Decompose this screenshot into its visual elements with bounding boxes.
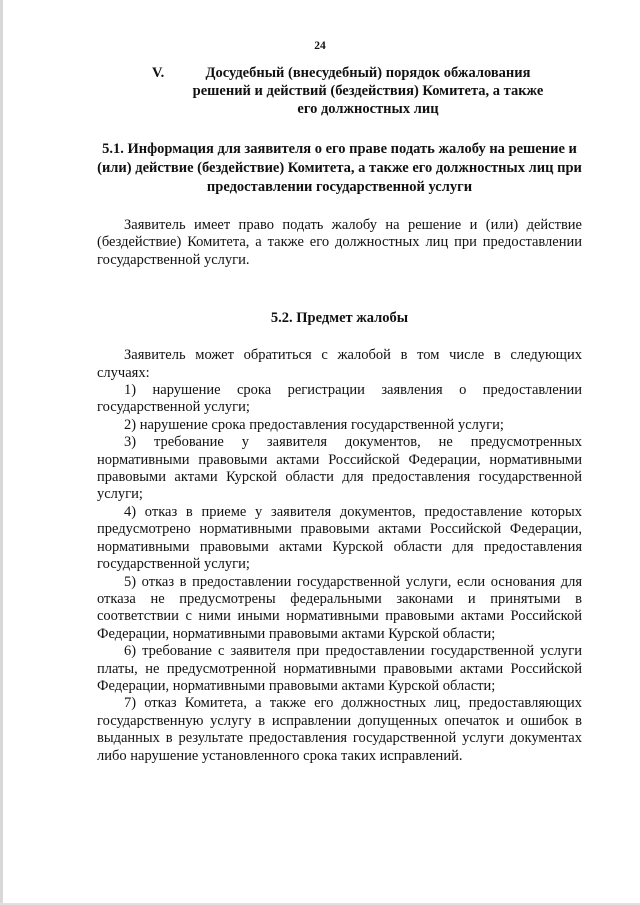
section-heading <box>97 64 582 118</box>
subsection-2-intro: Заявитель может обратиться с жалобой в том числе в следующих случаях: <box>97 347 582 381</box>
list-item-1: 1) нарушение срока регистрации заявления о предоставлении государственной услуги; <box>97 382 582 416</box>
subsection-1-title: 5.1. Информация для заявителя о его праве подать жалобу на решение и (или) действие (бездействие) Комитета, а также его должностных лиц при предоставлении государственной услуги <box>97 141 582 195</box>
list-item-2: 2) нарушение срока предоставления государственной услуги; <box>124 416 504 433</box>
section-title: Досудебный (внесудебный) порядок обжалования решений и действий (бездействия) Комитета, а также его должностных лиц <box>192 65 544 117</box>
subsection-2-title: 5.2. Предмет жалобы <box>270 310 409 327</box>
subsection-1-text: Заявитель имеет право подать жалобу на решение и (или) действие (бездействие) Комитета, а также его должностных лиц при предоставлении государственной услуги. <box>97 217 582 268</box>
list-item-3: 3) требование у заявителя документов, не предусмотренных нормативными правовыми актами Российской Федерации, нормативными правовыми актами Курской области для предоставления государственной услуги; <box>97 434 582 503</box>
scan-edge-left <box>0 0 3 905</box>
list-item-7: 7) отказ Комитета, а также его должностных лиц, предоставляющих государственную услугу в исправлении допущенных опечаток и ошибок в выданных в результате предоставления государственной услуги документах либо нарушение установленного срока таких исправлений. <box>97 695 582 764</box>
list-item-6: 6) требование с заявителя при предоставлении государственной услуги платы, не предусмотренной нормативными правовыми актами Российской Федерации, нормативными правовыми актами Курской области; <box>97 643 582 694</box>
document-body <box>97 64 582 765</box>
list-item-4: 4) отказ в приеме у заявителя документов, предоставление которых предусмотрено нормативными правовыми актами Российской Федерации, нормативными правовыми актами Курской области для предоставления государственной услуги; <box>97 503 582 573</box>
section-number: V. <box>152 65 165 81</box>
list-item-5: 5) отказ в предоставлении государственной услуги, если основания для отказа не предусмотрены федеральными законами и принятыми в соответствии с ними иными нормативными правовыми актами Российской Федерации, нормативными правовыми актами Курской области; <box>97 573 582 642</box>
page-number: 24 <box>314 40 326 52</box>
